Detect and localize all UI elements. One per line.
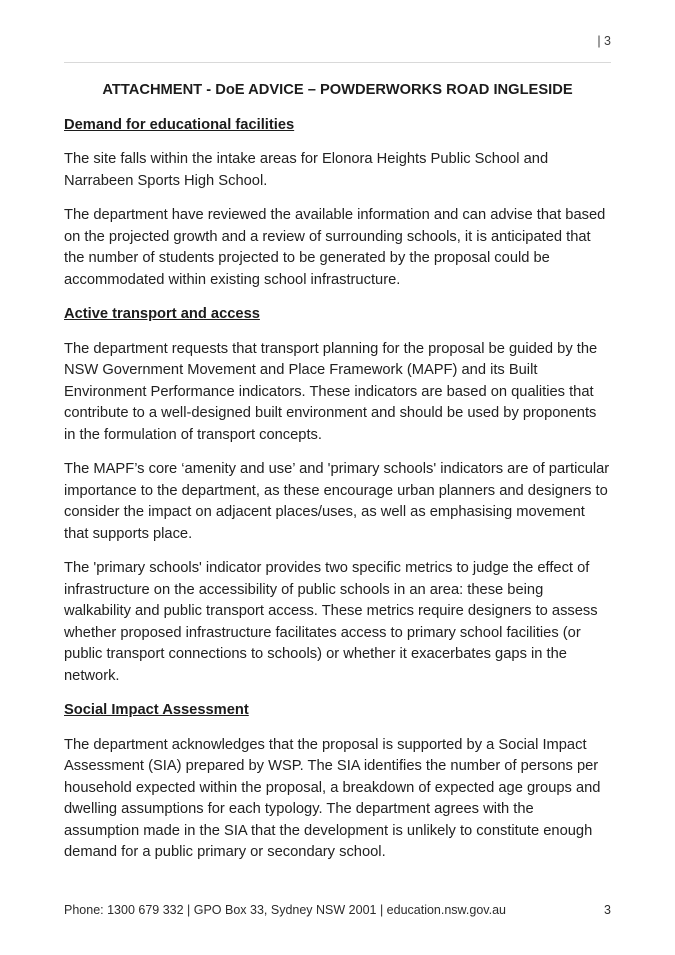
paragraph: The site falls within the intake areas for Elonora Heights Public School and Narrabeen Sports High School. bbox=[64, 151, 549, 189]
footer-page-number: 3 bbox=[604, 903, 611, 917]
footer-contact: Phone: 1300 679 332 | GPO Box 33, Sydney NSW 2001 | education.nsw.gov.au bbox=[64, 903, 506, 917]
section-heading-active-transport: Active transport and access bbox=[64, 306, 260, 322]
paragraph: The department requests that transport planning for the proposal be guided by the NSW Government Movement and Place Framework (MAPF) and its Built Environment Performance indicators. These indicators are based on qualities that contribute to a well-designed built environment and should be used by proponents in the formulation of transport concepts. bbox=[64, 340, 598, 443]
section-demand-for-educational-facilities bbox=[64, 115, 611, 292]
section-active-transport-and-access bbox=[64, 304, 611, 687]
paragraph: The 'primary schools' indicator provides two specific metrics to judge the effect of infrastructure on the accessibility of public schools in an area: these being walkability and public transport access. These metrics require designers to assess whether proposed infrastructure facilitates access to primary school facilities (or public transport connections to schools) or whether it exacerbates gaps in the network. bbox=[64, 560, 598, 684]
document-title: ATTACHMENT - DoE ADVICE – POWDERWORKS ROAD INGLESIDE bbox=[102, 82, 573, 98]
paragraph: The MAPF’s core ‘amenity and use’ and 'primary schools' indicators are of particular importance to the department, as these encourage urban planners and designers to consider the impact on adjacent places/uses, as well as emphasising movement that supports place. bbox=[64, 461, 610, 542]
header-divider bbox=[64, 62, 611, 63]
paragraph: The department have reviewed the available information and can advise that based on the projected growth and a review of surrounding schools, it is anticipated that the number of students projected to be generated by the proposal could be accommodated within existing school infrastructure. bbox=[64, 207, 606, 288]
section-heading-social-impact: Social Impact Assessment bbox=[64, 702, 249, 718]
paragraph: The department acknowledges that the proposal is supported by a Social Impact Assessment (SIA) prepared by WSP. The SIA identifies the number of persons per household expected within the proposal, a breakdown of expected age groups and dwelling assumptions for each typology. The department agrees with the assumption made in the SIA that the development is unlikely to constitute enough demand for a public primary or secondary school. bbox=[64, 736, 601, 860]
section-heading-demand: Demand for educational facilities bbox=[64, 116, 295, 133]
page-header bbox=[64, 0, 611, 48]
page-footer bbox=[64, 903, 611, 918]
header-page-marker: | 3 bbox=[597, 34, 611, 48]
section-social-impact-assessment bbox=[64, 700, 611, 864]
